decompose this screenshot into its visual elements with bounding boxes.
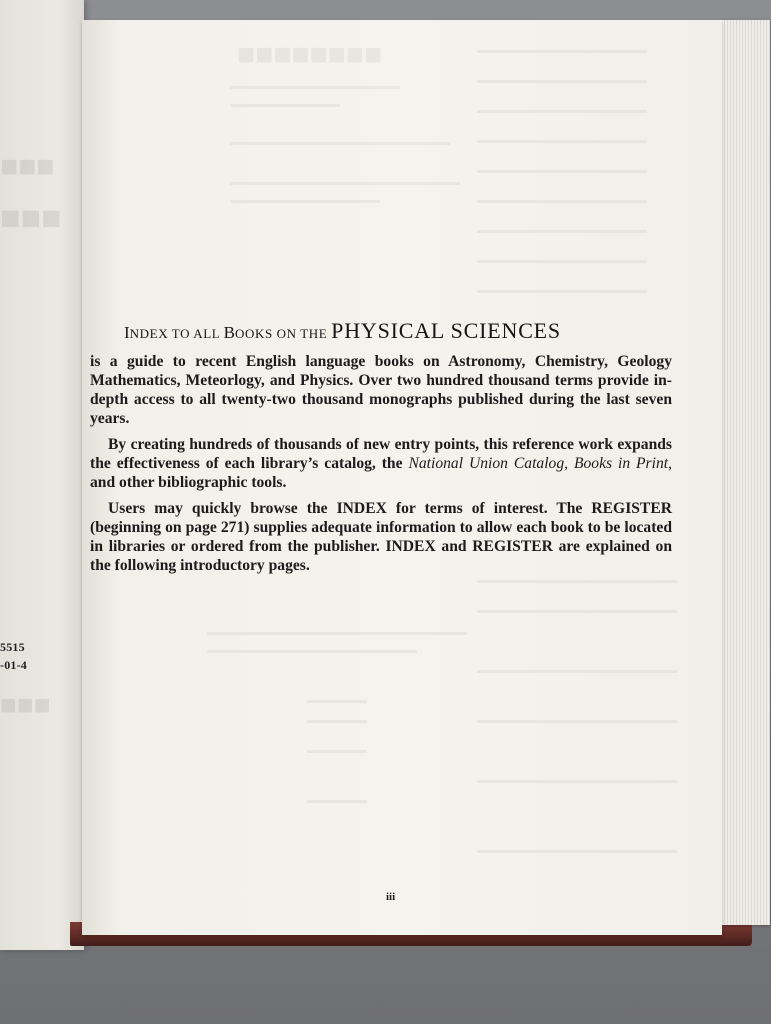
showthrough-text: ■■■■■■■■: [237, 38, 382, 71]
showthrough-line: [477, 80, 647, 83]
showthrough-line: [230, 182, 460, 185]
paragraph: Users may quickly browse the INDEX for terms of interest. The REGISTER (beginning on page 271) supplies adequate information to allow each book to be located in libraries or ordered from the publisher. INDEX and REGISTER are explained on the following introductory pages.: [90, 500, 672, 574]
showthrough-line: [230, 200, 380, 203]
showthrough-line: [477, 260, 647, 263]
showthrough-line: [230, 142, 450, 145]
showthrough-line: [477, 110, 647, 113]
showthrough-line: [477, 290, 647, 293]
showthrough-line: [477, 200, 647, 203]
body-text: [90, 352, 672, 582]
heading-initial: I: [124, 323, 130, 342]
left-page-text-fragment: -01-4: [0, 658, 27, 672]
showthrough-line: [307, 720, 367, 723]
showthrough-line: [477, 140, 647, 143]
page-stack-edge: [722, 20, 770, 925]
showthrough-line: [477, 670, 677, 673]
showthrough-line: [477, 610, 677, 613]
showthrough-line: [307, 750, 367, 753]
heading-title: PHYSICAL SCIENCES: [331, 318, 561, 343]
showthrough-line: [477, 170, 647, 173]
showthrough-line: [307, 700, 367, 703]
showthrough-line: [477, 720, 677, 723]
page-number: iii: [386, 891, 396, 903]
page-heading: [124, 318, 684, 344]
paragraph: [90, 435, 672, 492]
paragraph-text: By creating hundreds of thousands of new entry points, this reference work expands the effectiveness of each library’s catalog, the: [90, 436, 672, 472]
showthrough-line: [477, 230, 647, 233]
showthrough-line: [477, 850, 677, 853]
paragraph: is a guide to recent English language books on Astronomy, Chemistry, Geology Mathematics, Meteorlogy, and Physics. Over two hundred thousand terms provide in-depth access to all twenty-two thousand monographs published during the last seven years.: [90, 353, 672, 427]
showthrough-line: [207, 632, 467, 635]
left-facing-page: [0, 0, 84, 950]
showthrough-line: [207, 650, 417, 653]
paragraph-text: and other bibliographic tools.: [90, 474, 287, 491]
heading-smallcaps: OOKS ON THE: [235, 326, 332, 341]
italic-title: National Union Catalog,: [408, 455, 569, 472]
left-page-showthrough: ■■■: [0, 690, 51, 721]
showthrough-line: [230, 86, 400, 89]
showthrough-line: [307, 800, 367, 803]
showthrough-line: [477, 780, 677, 783]
heading-initial: B: [223, 323, 236, 342]
left-page-showthrough: ■■■: [0, 150, 55, 183]
left-page-showthrough: ■■■: [0, 200, 62, 237]
showthrough-line: [477, 50, 647, 53]
left-page-text-fragment: 5515: [0, 640, 25, 654]
italic-title: Books in Print,: [573, 455, 672, 472]
heading-smallcaps: NDEX TO ALL: [129, 326, 224, 341]
showthrough-line: [230, 104, 340, 107]
